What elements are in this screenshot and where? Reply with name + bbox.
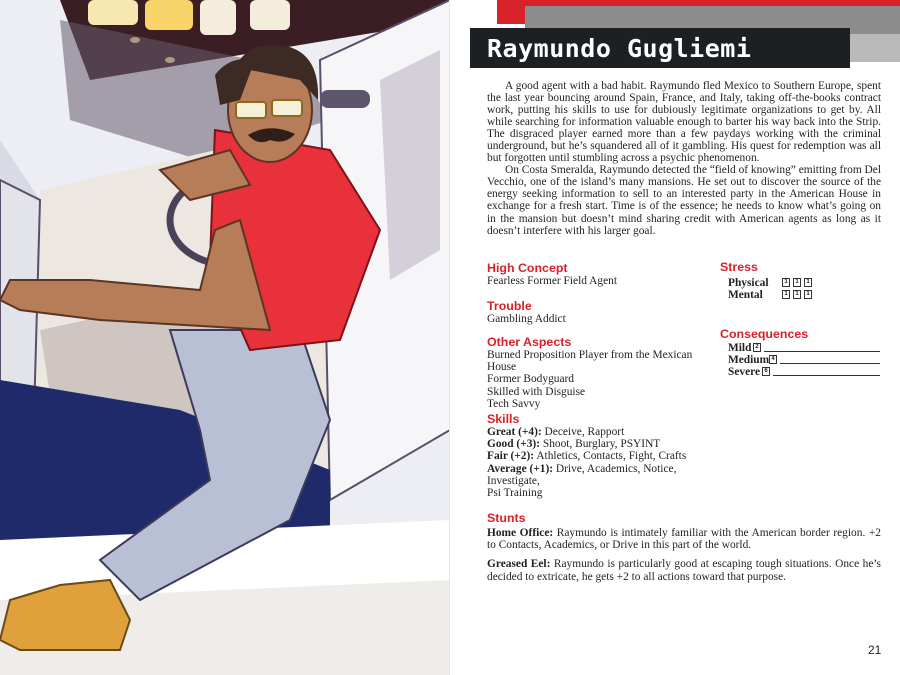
stress-box[interactable]: 1 [793,278,801,287]
stress-track-label: Mental [728,289,763,301]
stunt-name: Home Office: [487,527,554,539]
skills-heading: Skills [487,412,520,426]
trouble-section [487,300,707,325]
consequence-label: Medium [728,354,770,366]
character-name: Raymundo Gugliemi [487,34,752,63]
skill-rank: Fair (+2): [487,450,535,463]
other-aspects-heading: Other Aspects [487,335,572,349]
stress-box[interactable]: 1 [782,290,790,299]
consequence-write-line[interactable] [780,363,880,364]
stress-section [720,261,890,301]
consequence-label: Mild [728,342,752,354]
consequence-value-box[interactable]: 2 [753,343,761,352]
consequence-medium [728,354,890,366]
stress-box[interactable]: 1 [793,290,801,299]
skill-list: Athletics, Contacts, Fight, Crafts [536,450,687,463]
skill-rank: Good (+3): [487,438,540,451]
stress-track-mental [728,289,890,301]
skill-row [487,450,727,462]
consequence-mild [728,342,890,354]
consequence-severe [728,366,890,378]
skill-list: Deceive, Rapport [544,426,625,438]
bio-paragraph: On Costa Smeralda, Raymundo detected the “field of knowing” emitting from Del Vecchio, one of the island’s many mansions. He set out to discover the source of the energy seeking information to sell to an interested party in the American House in exchange for a fresh start. Time is of the essence; he needs to know what’s going on in the mansion but doesn’t mind sharing credit with American agents as long as it doesn’t interfere with his larger goal. [487,164,881,237]
aspect-item: Skilled with Disguise [487,385,586,398]
skill-row [487,426,727,438]
stunt-name: Greased Eel: [487,558,551,571]
stunt-text: Raymundo is particularly good at escaping tough situations. Once he’s decided to extricate, he gets +2 to all actions toward that purpose. [487,558,881,583]
consequences-heading: Consequences [720,327,809,341]
aspect-item: Tech Savvy [487,397,541,410]
header-banner-gray-accent [850,34,900,62]
consequence-label: Severe [728,366,761,378]
stress-box[interactable]: 1 [804,278,812,287]
skills-section [487,413,727,499]
skill-rank: Average (+1): [487,462,554,475]
aspect-item: Former Bodyguard [487,373,574,386]
stunt-item [487,558,881,582]
stunt-text: Raymundo is intimately familiar with the American border region. +2 to Contacts, Academics, or Drive in this part of the world. [487,527,881,552]
other-aspects-section [487,336,717,410]
consequence-write-line[interactable] [773,375,880,376]
stress-track-physical [728,277,890,289]
stress-box[interactable]: 1 [782,278,790,287]
high-concept-value: Fearless Former Field Agent [487,275,618,287]
skill-list: Shoot, Burglary, PSYINT [542,438,661,451]
consequences-section [720,328,890,378]
character-bio [487,80,881,237]
high-concept-section [487,262,707,287]
consequence-value-box[interactable]: 6 [762,367,770,376]
skill-list: Psi Training [487,487,543,500]
stunts-section [487,512,881,583]
stunt-item [487,527,881,551]
skill-row [487,487,727,499]
trouble-heading: Trouble [487,299,532,313]
trouble-value: Gambling Addict [487,313,566,325]
skill-row [487,438,727,450]
high-concept-heading: High Concept [487,261,568,275]
consequence-value-box[interactable]: 4 [769,355,777,364]
character-name-title [470,28,850,68]
skill-list: Drive, Academics, Notice, Investigate, [487,462,677,487]
consequence-write-line[interactable] [764,351,880,352]
stress-heading: Stress [720,260,758,274]
skill-rank: Great (+4): [487,426,542,438]
stress-track-label: Physical [728,277,769,289]
aspect-item: Burned Proposition Player from the Mexican House [487,349,693,374]
skill-row [487,463,727,487]
stunts-heading: Stunts [487,511,526,525]
stress-box[interactable]: 1 [804,290,812,299]
page-number: 21 [868,643,882,657]
bio-paragraph: A good agent with a bad habit. Raymundo fled Mexico to Southern Europe, spent the last year bouncing around Spain, France, and Italy, taking off-the-books contract work, putting his skills to use for dubiously legitimate organizations to get by. All while searching for information valuable enough to barter his way back into the Strip. The disgraced player earned more than a few paydays working with the criminal underground, but he’s squandered all of it gambling. His quest for redemption was all but forgotten until stumbling across a psychic phenomenon. [487,80,881,165]
